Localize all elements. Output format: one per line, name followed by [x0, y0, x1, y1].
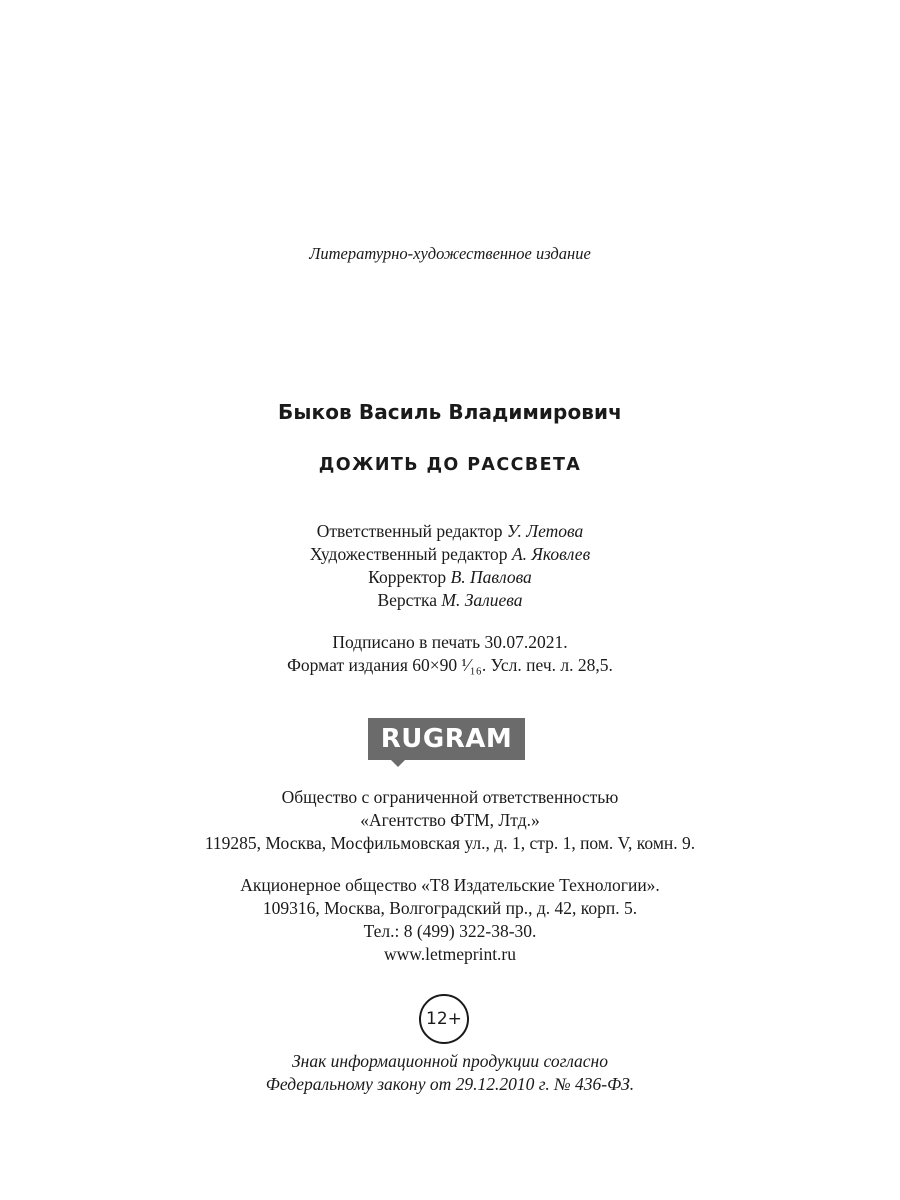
staff-name: М. Залиева — [441, 590, 523, 610]
print-signed-date: Подписано в печать 30.07.2021. — [332, 632, 568, 652]
rugram-logo — [368, 718, 525, 766]
notice-line: Знак информационной продукции согласно — [291, 1051, 608, 1071]
legal-notice — [0, 1050, 900, 1096]
printer-website: www.letmeprint.ru — [383, 944, 517, 964]
staff-name: В. Павлова — [450, 567, 532, 587]
print-info — [0, 631, 900, 677]
logo-notch-shape — [391, 760, 405, 767]
age-rating-badge: 12+ — [419, 994, 469, 1044]
staff-line — [0, 566, 900, 589]
publisher-line: «Агентство ФТМ, Лтд.» — [360, 810, 540, 830]
staff-line — [0, 589, 900, 612]
editorial-staff — [0, 520, 900, 612]
staff-role: Художественный редактор — [309, 544, 508, 564]
staff-name: У. Летова — [506, 521, 584, 541]
printer-info — [0, 874, 900, 966]
book-title: ДОЖИТЬ ДО РАССВЕТА — [318, 455, 582, 475]
staff-role: Корректор — [368, 567, 447, 587]
printer-line: Тел.: 8 (499) 322-38-30. — [363, 921, 537, 941]
staff-role: Ответственный редактор — [316, 521, 503, 541]
publisher-info — [0, 786, 900, 855]
staff-line — [0, 520, 900, 543]
notice-line: Федеральному закону от 29.12.2010 г. № 436-ФЗ. — [265, 1074, 635, 1094]
book-author: Быков Василь Владимирович — [277, 400, 622, 424]
staff-line — [0, 543, 900, 566]
staff-name: А. Яковлев — [511, 544, 591, 564]
printer-line: 109316, Москва, Волгоградский пр., д. 42, корп. 5. — [262, 898, 638, 918]
edition-type: Литературно-художественное издание — [309, 244, 591, 263]
print-format: Формат издания 60×90 ¹⁄₁₆. Усл. печ. л. 28,5. — [287, 655, 613, 675]
publisher-line: Общество с ограниченной ответственностью — [281, 787, 619, 807]
printer-line: Акционерное общество «Т8 Издательские Технологии». — [240, 875, 660, 895]
staff-role: Верстка — [377, 590, 438, 610]
logo-text: RUGRAM — [368, 718, 525, 760]
publisher-line: 119285, Москва, Мосфильмовская ул., д. 1, стр. 1, пом. V, комн. 9. — [204, 833, 696, 853]
